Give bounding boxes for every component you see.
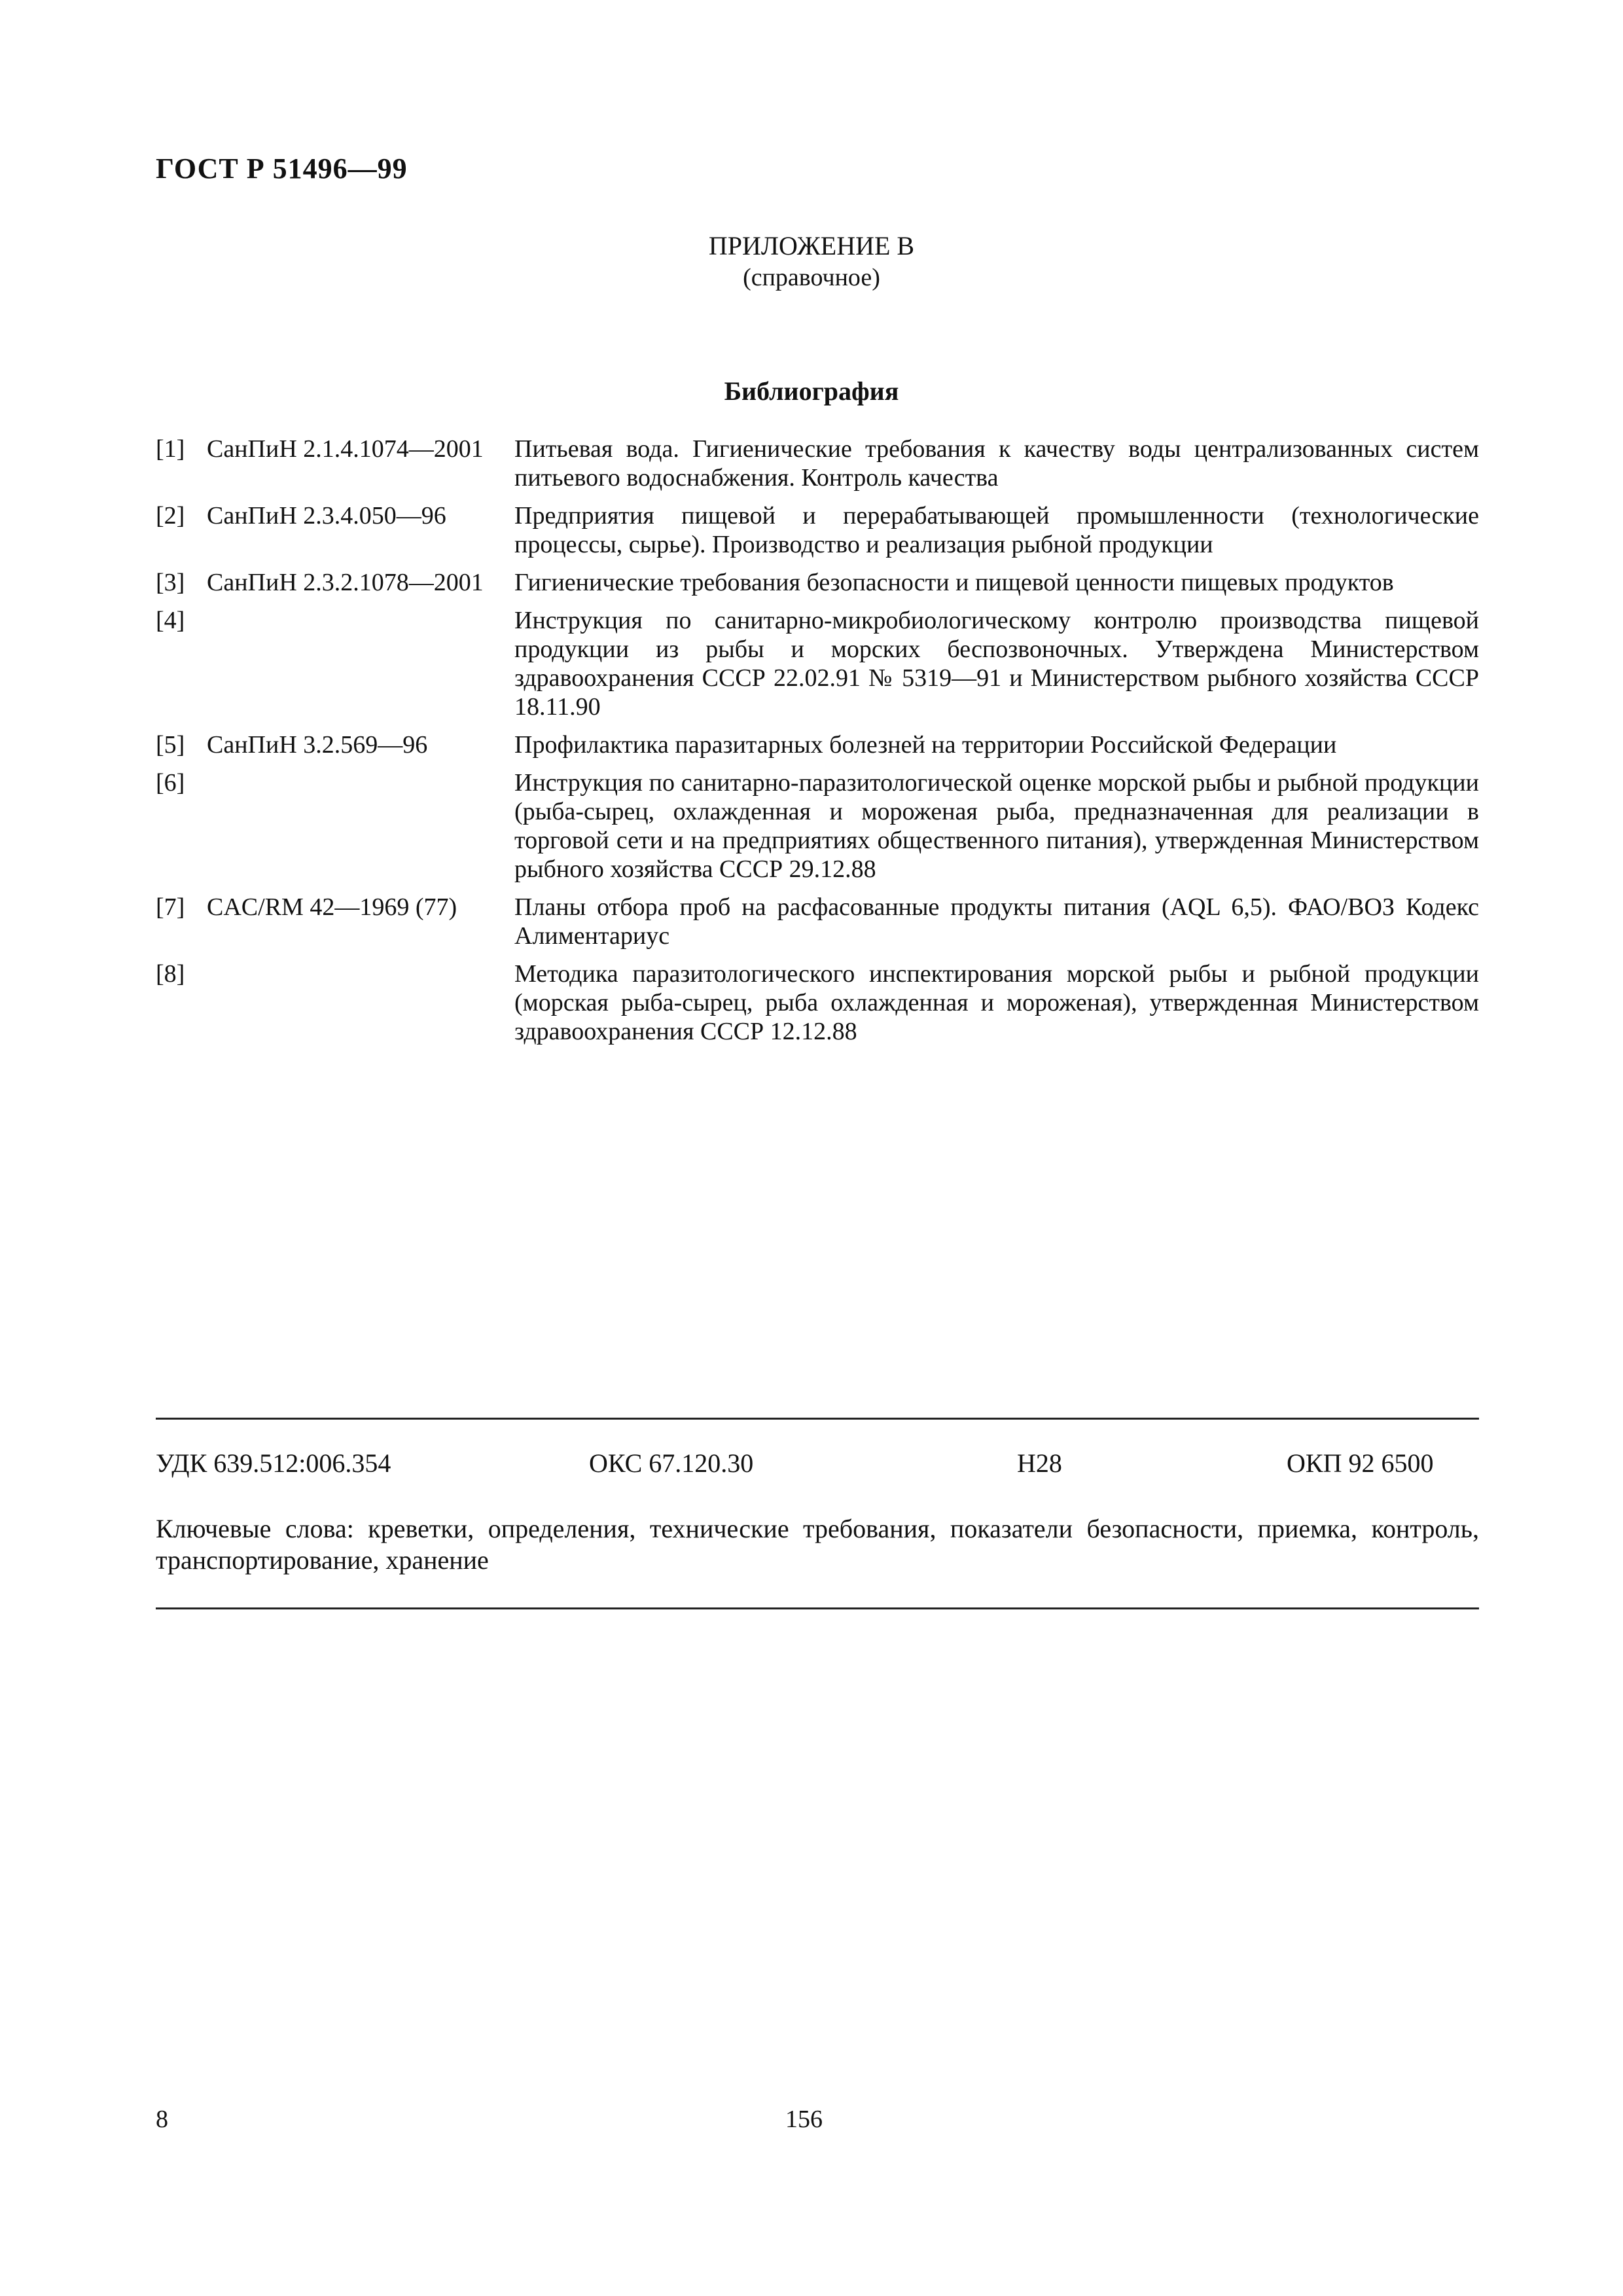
appendix-title: ПРИЛОЖЕНИЕ В	[708, 231, 915, 260]
entry-description: Инструкция по санитарно-микробиологическому контролю производства пищевой продукции из рыбы и морских беспозвоночных. Утверждена Министерством здравоохранения СССР 22.02.91 № 5319—91 и Министерством рыбного хозяйства СССР 18.11.90	[514, 607, 1479, 721]
entry-code: CAC/RM 42—1969 (77)	[207, 893, 457, 921]
entry-number: [2]	[156, 502, 185, 529]
entry-code: СанПиН 2.3.4.050—96	[207, 502, 446, 529]
bibliography-list	[156, 435, 1479, 1055]
appendix-heading	[0, 230, 1623, 293]
entry-description: Методика паразитологического инспектирования морской рыбы и рыбной продукции (морская рыба-сырец, рыба охлажденная и мороженая), утвержденная Министерством здравоохранения СССР 12.12.88	[514, 960, 1479, 1045]
entry-code	[207, 606, 514, 721]
appendix-subtitle: (справочное)	[743, 264, 880, 291]
bibliography-entry	[156, 606, 1479, 721]
okp-code: ОКП 92 6500	[1287, 1448, 1434, 1478]
entry-number: [4]	[156, 607, 185, 634]
bibliography-entry	[156, 730, 1479, 759]
entry-description: Профилактика паразитарных болезней на территории Российской Федерации	[514, 731, 1337, 759]
udk-code: УДК 639.512:006.354	[156, 1448, 391, 1478]
entry-number: [8]	[156, 960, 185, 988]
page-number-left: 8	[156, 2106, 168, 2133]
entry-description: Предприятия пищевой и перерабатывающей промышленности (технологические процессы, сырье). Производство и реализация рыбной продукции	[514, 502, 1479, 558]
entry-description: Гигиенические требования безопасности и пищевой ценности пищевых продуктов	[514, 569, 1394, 596]
entry-number: [7]	[156, 893, 185, 921]
entry-number: [3]	[156, 569, 185, 596]
entry-code	[207, 960, 514, 1046]
entry-code: СанПиН 2.3.2.1078—2001	[207, 569, 484, 596]
oks-code: ОКС 67.120.30	[589, 1448, 754, 1478]
bibliography-entry	[156, 893, 1479, 950]
entry-description: Инструкция по санитарно-паразитологической оценке морской рыбы и рыбной продукции (рыба-сырец, охлажденная и мороженая рыба, предназначенная для реализации в торговой сети и на предприятиях общественного питания), утвержденная Министерством рыбного хозяйства СССР 29.12.88	[514, 769, 1479, 883]
document-code: ГОСТ Р 51496—99	[156, 152, 408, 185]
entry-number: [6]	[156, 769, 185, 797]
bibliography-entry	[156, 435, 1479, 492]
bibliography-entry	[156, 501, 1479, 559]
entry-description: Питьевая вода. Гигиенические требования к качеству воды централизованных систем питьевого водоснабжения. Контроль качества	[514, 435, 1479, 492]
group-code: Н28	[1017, 1448, 1062, 1478]
entry-code: СанПиН 2.1.4.1074—2001	[207, 435, 484, 463]
bibliography-entry	[156, 768, 1479, 884]
entry-number: [5]	[156, 731, 185, 759]
bottom-divider	[156, 1607, 1479, 1609]
bibliography-title: Библиография	[724, 376, 899, 406]
entry-number: [1]	[156, 435, 185, 463]
entry-code	[207, 768, 514, 884]
entry-description: Планы отбора проб на расфасованные продукты питания (AQL 6,5). ФАО/ВОЗ Кодекс Алиментариус	[514, 893, 1479, 950]
bibliography-entry	[156, 568, 1479, 597]
keywords: Ключевые слова: креветки, определения, технические требования, показатели безопасности, приемка, контроль, транспортирование, хранение	[156, 1514, 1479, 1575]
bibliography-entry	[156, 960, 1479, 1046]
top-divider	[156, 1418, 1479, 1420]
page-number-center: 156	[785, 2106, 823, 2133]
entry-code: СанПиН 3.2.569—96	[207, 731, 428, 759]
